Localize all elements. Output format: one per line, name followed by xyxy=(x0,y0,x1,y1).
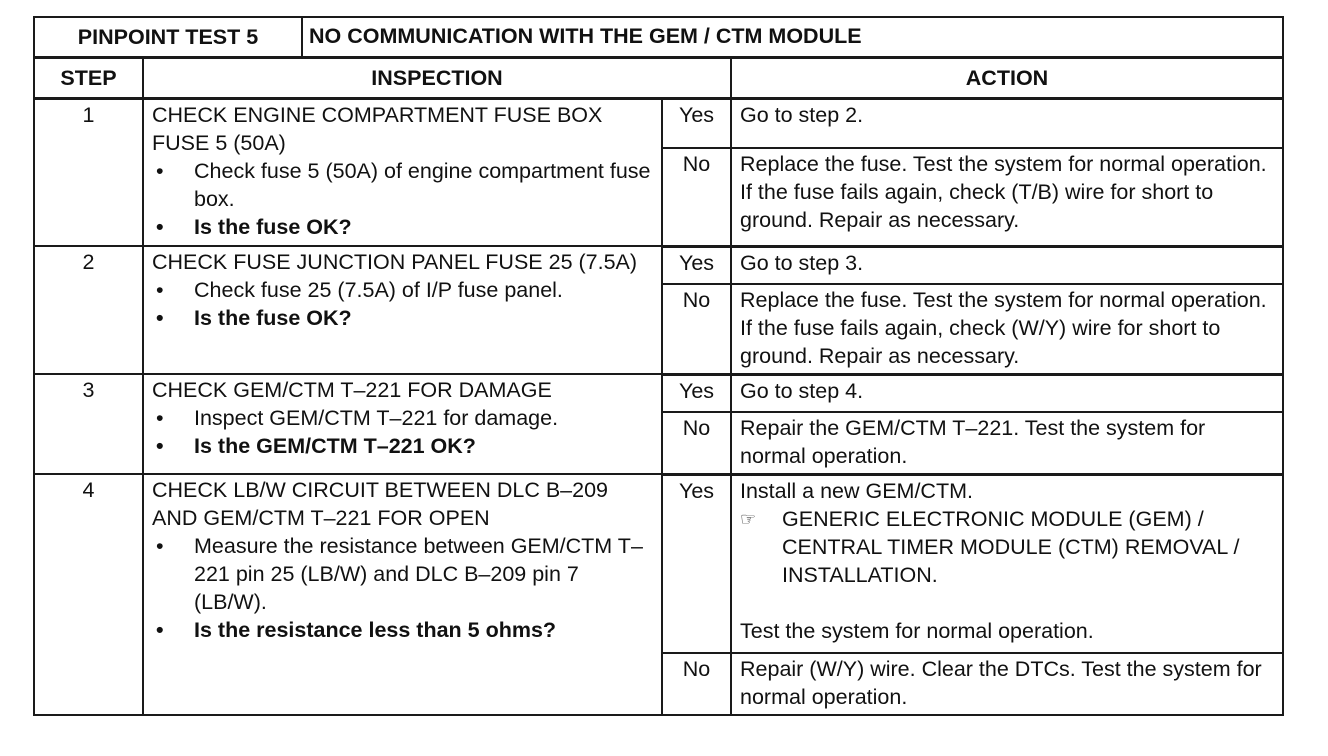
step-title: CHECK FUSE JUNCTION PANEL FUSE 25 (7.5A) xyxy=(152,250,638,274)
bullet-icon: • xyxy=(156,159,164,183)
spacer xyxy=(740,589,1276,617)
step-number: 3 xyxy=(34,374,143,474)
yes-label: Yes xyxy=(662,246,731,284)
step-inspection xyxy=(143,374,662,474)
step-title: CHECK GEM/CTM T–221 FOR DAMAGE xyxy=(152,378,552,402)
yes-label: Yes xyxy=(662,99,731,149)
step-question xyxy=(152,616,655,644)
step-bullet-text: Check fuse 5 (50A) of engine compartment fuse box. xyxy=(194,159,651,211)
step-bullet xyxy=(152,276,655,304)
no-action: Repair (W/Y) wire. Clear the DTCs. Test the system for normal operation. xyxy=(731,653,1283,715)
step-inspection xyxy=(143,99,662,247)
step-question xyxy=(152,304,655,332)
bullet-icon: • xyxy=(156,618,164,642)
yes-label: Yes xyxy=(662,474,731,653)
step-question xyxy=(152,213,655,241)
step-row-yes xyxy=(34,374,1283,412)
column-header-inspection: INSPECTION xyxy=(143,58,731,99)
step-question-text: Is the resistance less than 5 ohms? xyxy=(194,618,557,642)
no-action: Replace the fuse. Test the system for normal operation. If the fuse fails again, check (T/B) wire for short to ground. Repair as necessary. xyxy=(731,148,1283,246)
procedure-reference-text: GENERIC ELECTRONIC MODULE (GEM) / CENTRAL TIMER MODULE (CTM) REMOVAL / INSTALLATION. xyxy=(782,506,1240,587)
column-header-action: ACTION xyxy=(731,58,1283,99)
bullet-icon: • xyxy=(156,278,164,302)
bullet-icon: • xyxy=(156,215,164,239)
step-number: 4 xyxy=(34,474,143,715)
step-bullet-text: Measure the resistance between GEM/CTM T–221 pin 25 (LB/W) and DLC B–209 pin 7 (LB/W). xyxy=(194,534,643,614)
no-label: No xyxy=(662,284,731,375)
yes-action: Go to step 4. xyxy=(731,374,1283,412)
step-bullet-text: Inspect GEM/CTM T–221 for damage. xyxy=(194,406,559,430)
yes-action-cell xyxy=(731,474,1283,653)
no-action: Replace the fuse. Test the system for normal operation. If the fuse fails again, check (W/Y) wire for short to ground. Repair as necessary. xyxy=(731,284,1283,375)
step-inspection xyxy=(143,474,662,715)
step-bullet xyxy=(152,157,655,213)
yes-action: Go to step 3. xyxy=(731,246,1283,284)
pinpoint-test-document xyxy=(33,16,1282,716)
step-bullet xyxy=(152,404,655,432)
bullet-icon: • xyxy=(156,434,164,458)
step-question-text: Is the GEM/CTM T–221 OK? xyxy=(194,434,476,458)
pointing-hand-icon: ☞ xyxy=(740,508,757,529)
step-title: CHECK ENGINE COMPARTMENT FUSE BOX FUSE 5 (50A) xyxy=(152,103,603,155)
yes-action: Go to step 2. xyxy=(731,99,1283,149)
no-label: No xyxy=(662,653,731,715)
step-number: 1 xyxy=(34,99,143,247)
test-label: PINPOINT TEST 5 xyxy=(35,18,303,56)
step-inspection xyxy=(143,246,662,374)
no-action: Repair the GEM/CTM T–221. Test the system for normal operation. xyxy=(731,412,1283,475)
column-header-row xyxy=(34,58,1283,99)
step-row-yes xyxy=(34,474,1283,653)
bullet-icon: • xyxy=(156,534,164,558)
no-label: No xyxy=(662,148,731,246)
step-question-text: Is the fuse OK? xyxy=(194,215,352,239)
bullet-icon: • xyxy=(156,306,164,330)
step-number: 2 xyxy=(34,246,143,374)
step-bullet-list xyxy=(152,276,655,332)
step-bullet-text: Check fuse 25 (7.5A) of I/P fuse panel. xyxy=(194,278,563,302)
step-row-yes xyxy=(34,246,1283,284)
step-bullet xyxy=(152,532,655,616)
test-title: NO COMMUNICATION WITH THE GEM / CTM MODULE xyxy=(309,24,862,48)
yes-action-after: Test the system for normal operation. xyxy=(740,618,1094,643)
pinpoint-test-table xyxy=(33,16,1284,716)
column-header-step: STEP xyxy=(34,58,143,99)
step-title: CHECK LB/W CIRCUIT BETWEEN DLC B–209 AND GEM/CTM T–221 FOR OPEN xyxy=(152,478,608,530)
yes-label: Yes xyxy=(662,374,731,412)
step-bullet-list xyxy=(152,532,655,644)
step-question-text: Is the fuse OK? xyxy=(194,306,352,330)
step-question xyxy=(152,432,655,460)
step-bullet-list xyxy=(152,404,655,460)
yes-action: Install a new GEM/CTM. xyxy=(740,478,973,503)
bullet-icon: • xyxy=(156,406,164,430)
step-bullet-list xyxy=(152,157,655,241)
no-label: No xyxy=(662,412,731,475)
step-row-yes xyxy=(34,99,1283,149)
procedure-reference xyxy=(740,505,1276,589)
